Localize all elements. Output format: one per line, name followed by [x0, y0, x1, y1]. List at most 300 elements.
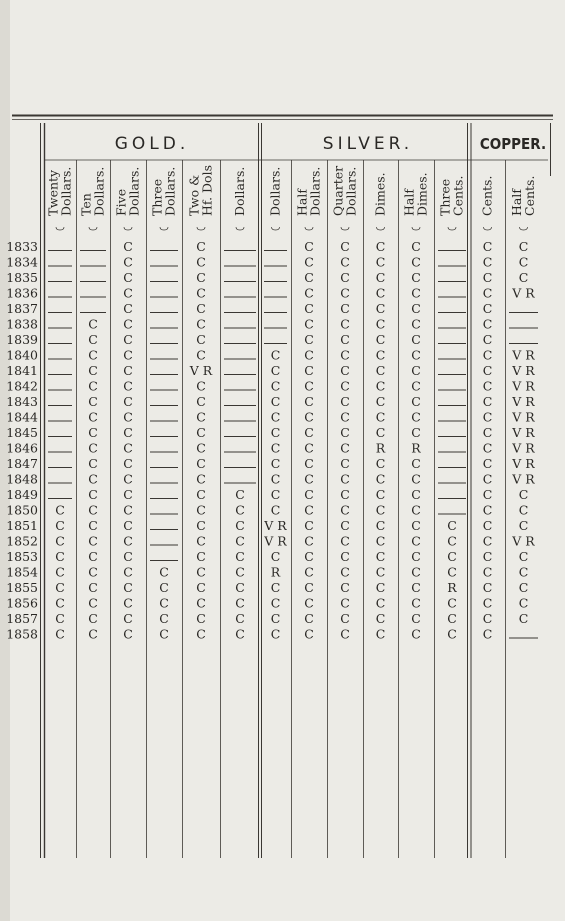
cell-mark: C: [88, 611, 98, 626]
cell-mark: C: [123, 270, 133, 285]
cell-mark: C: [411, 611, 421, 626]
cell-mark: C: [196, 440, 206, 456]
cell-mark: C: [340, 409, 350, 425]
cell-mark: C: [196, 456, 206, 471]
cell-mark: V R: [512, 471, 535, 487]
cell-mark: C: [375, 425, 386, 440]
cell-mark: C: [518, 487, 529, 502]
column-header-line: Dollars.: [232, 166, 247, 216]
cell-mark: C: [375, 378, 386, 394]
cell-mark: C: [482, 564, 493, 580]
column-header-line: Cents.: [522, 175, 537, 216]
cell-mark: C: [196, 626, 206, 642]
cell-mark: C: [55, 564, 65, 580]
cell-mark: C: [482, 549, 493, 564]
column-header-line: Dollars.: [91, 166, 107, 216]
cell-mark: C: [270, 487, 281, 502]
column-header-line: Half: [401, 189, 417, 216]
cell-mark: C: [482, 502, 493, 518]
cell-mark: C: [411, 332, 421, 347]
cell-mark: V R: [512, 425, 535, 440]
cell-mark: C: [196, 394, 206, 409]
cell-mark: C: [123, 580, 133, 595]
cell-mark: C: [340, 595, 350, 611]
cell-mark: C: [196, 502, 206, 518]
cell-mark: C: [340, 518, 350, 533]
cell-mark: C: [304, 363, 314, 378]
cell-mark: C: [123, 487, 133, 502]
cell-mark: C: [340, 456, 350, 471]
cell-mark: C: [411, 580, 421, 595]
cell-mark: V R: [512, 456, 535, 471]
cell-mark: C: [123, 626, 133, 642]
cell-mark: C: [123, 440, 133, 456]
year-label: 1849: [6, 487, 38, 502]
cell-mark: C: [88, 425, 98, 440]
cell-mark: C: [518, 549, 529, 564]
cell-mark: C: [482, 363, 493, 378]
cell-mark: C: [270, 456, 281, 471]
column-header-line: Three: [437, 178, 453, 216]
column-header-line: Dimes.: [414, 172, 430, 216]
cell-mark: C: [55, 502, 65, 518]
year-label: 1839: [6, 332, 38, 347]
cell-mark: C: [375, 471, 386, 487]
year-label: 1847: [6, 456, 38, 471]
cell-mark: C: [482, 239, 493, 254]
cell-mark: C: [482, 471, 493, 487]
cell-mark: C: [304, 471, 314, 487]
cell-mark: C: [411, 409, 421, 425]
cell-mark: C: [235, 611, 245, 626]
cell-mark: C: [55, 611, 65, 626]
cell-mark: C: [270, 347, 281, 363]
cell-mark: C: [411, 347, 421, 363]
cell-mark: C: [518, 595, 529, 611]
cell-mark: C: [88, 332, 98, 347]
cell-mark: C: [235, 580, 245, 595]
cell-mark: C: [196, 301, 206, 316]
year-label: 1843: [6, 394, 38, 409]
cell-mark: C: [196, 254, 206, 270]
cell-mark: C: [340, 301, 350, 316]
cell-mark: C: [340, 611, 350, 626]
cell-mark: C: [55, 518, 65, 533]
cell-mark: C: [123, 347, 133, 363]
cell-mark: C: [123, 611, 133, 626]
cell-mark: V R: [512, 440, 535, 456]
cell-mark: C: [196, 564, 206, 580]
cell-mark: C: [270, 378, 281, 394]
cell-mark: C: [159, 595, 169, 611]
cell-mark: C: [340, 487, 350, 502]
cell-mark: C: [482, 533, 493, 549]
cell-mark: C: [375, 363, 386, 378]
cell-mark: C: [196, 549, 206, 564]
cell-mark: C: [340, 440, 350, 456]
cell-mark: C: [375, 316, 386, 332]
cell-mark: C: [88, 502, 98, 518]
cell-mark: C: [304, 254, 314, 270]
year-label: 1836: [6, 285, 38, 301]
cell-mark: V R: [189, 363, 213, 378]
cell-mark: C: [340, 332, 350, 347]
cell-mark: C: [518, 611, 529, 626]
cell-mark: C: [447, 626, 457, 642]
year-label: 1853: [6, 549, 38, 564]
cell-mark: C: [447, 518, 457, 533]
cell-mark: C: [411, 270, 421, 285]
cell-mark: C: [518, 254, 529, 270]
year-label: 1845: [6, 425, 38, 440]
cell-mark: C: [375, 518, 386, 533]
cell-mark: V R: [512, 409, 535, 425]
column-header-line: Hf. Dols: [199, 165, 215, 216]
cell-mark: C: [304, 595, 314, 611]
cell-mark: C: [55, 533, 65, 549]
cell-mark: C: [270, 580, 281, 595]
cell-mark: C: [196, 285, 206, 301]
cell-mark: C: [88, 456, 98, 471]
cell-mark: C: [482, 611, 493, 626]
cell-mark: C: [196, 580, 206, 595]
cell-mark: C: [270, 363, 281, 378]
cell-mark: C: [340, 549, 350, 564]
cell-mark: C: [411, 502, 421, 518]
cell-mark: C: [340, 285, 350, 301]
cell-mark: C: [270, 595, 281, 611]
cell-mark: C: [482, 440, 493, 456]
cell-mark: C: [123, 409, 133, 425]
cell-mark: C: [304, 564, 314, 580]
cell-mark: C: [123, 456, 133, 471]
cell-mark: C: [518, 270, 529, 285]
cell-mark: C: [375, 502, 386, 518]
cell-mark: C: [375, 456, 386, 471]
cell-mark: C: [518, 502, 529, 518]
cell-mark: C: [270, 440, 281, 456]
cell-mark: C: [88, 394, 98, 409]
column-header-line: Dollars.: [162, 166, 178, 216]
column-header-line: Three: [149, 178, 165, 216]
cell-mark: C: [123, 518, 133, 533]
column-header-line: Dollars.: [343, 166, 359, 216]
cell-mark: C: [304, 347, 314, 363]
cell-mark: C: [411, 595, 421, 611]
cell-mark: C: [123, 425, 133, 440]
cell-mark: C: [88, 549, 98, 564]
cell-mark: V R: [512, 285, 535, 301]
group-title-copper: COPPER.: [479, 135, 547, 153]
year-labels: [6, 239, 38, 642]
year-label: 1856: [6, 595, 38, 611]
cell-mark: C: [482, 332, 493, 347]
cell-mark: C: [375, 332, 386, 347]
cell-mark: C: [304, 425, 314, 440]
cell-mark: C: [270, 549, 281, 564]
cell-mark: C: [482, 270, 493, 285]
cell-mark: C: [375, 301, 386, 316]
cell-mark: C: [304, 487, 314, 502]
cell-mark: C: [375, 270, 386, 285]
cell-mark: C: [235, 533, 245, 549]
year-label: 1857: [6, 611, 38, 626]
cell-mark: C: [55, 595, 65, 611]
cell-mark: C: [270, 611, 281, 626]
cell-mark: C: [482, 378, 493, 394]
cell-mark: C: [482, 595, 493, 611]
cell-mark: C: [304, 394, 314, 409]
year-label: 1852: [6, 533, 38, 549]
cell-mark: C: [304, 301, 314, 316]
cell-mark: C: [340, 363, 350, 378]
cell-mark: C: [235, 595, 245, 611]
cell-mark: C: [482, 394, 493, 409]
cell-mark: C: [304, 502, 314, 518]
column-header-line: Dollars.: [126, 166, 142, 216]
cell-mark: C: [196, 316, 206, 332]
cell-mark: C: [196, 487, 206, 502]
cell-mark: V R: [264, 518, 287, 533]
year-label: 1854: [6, 564, 38, 580]
cell-mark: C: [304, 456, 314, 471]
cell-mark: C: [411, 549, 421, 564]
cell-mark: C: [482, 580, 493, 595]
cell-mark: C: [375, 239, 386, 254]
column-header-line: Five: [113, 188, 129, 216]
column-header-line: Dimes.: [372, 172, 388, 216]
cell-mark: C: [159, 626, 169, 642]
year-label: 1850: [6, 502, 38, 518]
cell-mark: C: [340, 394, 350, 409]
year-label: 1834: [6, 254, 38, 270]
cell-mark: C: [196, 611, 206, 626]
cell-mark: C: [411, 239, 421, 254]
cell-mark: C: [196, 270, 206, 285]
cell-mark: C: [375, 580, 386, 595]
cell-mark: C: [375, 254, 386, 270]
cell-mark: C: [270, 394, 281, 409]
cell-mark: C: [55, 549, 65, 564]
cell-mark: C: [340, 471, 350, 487]
cell-mark: C: [196, 518, 206, 533]
cell-mark: C: [123, 316, 133, 332]
cell-mark: C: [411, 316, 421, 332]
cell-mark: C: [411, 456, 421, 471]
cell-mark: C: [55, 626, 65, 642]
cell-mark: C: [304, 316, 314, 332]
year-label: 1837: [6, 301, 38, 316]
cell-mark: C: [235, 502, 245, 518]
cell-mark: C: [88, 471, 98, 487]
cell-mark: C: [123, 502, 133, 518]
cell-mark: C: [304, 285, 314, 301]
cell-mark: C: [123, 394, 133, 409]
cell-mark: C: [304, 409, 314, 425]
cell-mark: C: [88, 363, 98, 378]
year-label: 1846: [6, 440, 38, 456]
cell-mark: C: [270, 409, 281, 425]
cell-mark: C: [88, 580, 98, 595]
cell-mark: C: [88, 316, 98, 332]
cell-mark: V R: [512, 533, 535, 549]
cell-mark: C: [447, 533, 457, 549]
cell-mark: C: [88, 533, 98, 549]
cell-mark: C: [375, 595, 386, 611]
cell-mark: C: [196, 409, 206, 425]
cell-mark: C: [340, 239, 350, 254]
cell-mark: C: [304, 533, 314, 549]
cell-mark: C: [411, 425, 421, 440]
cell-mark: C: [518, 580, 529, 595]
cell-mark: C: [235, 518, 245, 533]
cell-mark: C: [304, 626, 314, 642]
cell-mark: C: [340, 378, 350, 394]
cell-mark: C: [304, 239, 314, 254]
cell-mark: C: [88, 595, 98, 611]
cell-mark: C: [159, 580, 169, 595]
cell-mark: C: [340, 564, 350, 580]
year-label: 1851: [6, 518, 38, 533]
cell-mark: C: [123, 254, 133, 270]
cell-mark: C: [340, 425, 350, 440]
cell-mark: C: [482, 626, 493, 642]
cell-mark: C: [88, 518, 98, 533]
column-header-line: Quarter: [330, 165, 346, 216]
cell-mark: C: [196, 471, 206, 487]
cell-mark: C: [411, 301, 421, 316]
cell-mark: R: [411, 440, 421, 456]
cell-mark: R: [447, 580, 457, 595]
cell-mark: C: [304, 332, 314, 347]
cell-mark: C: [123, 471, 133, 487]
cell-mark: C: [55, 580, 65, 595]
cell-mark: C: [123, 378, 133, 394]
cell-mark: C: [411, 471, 421, 487]
year-label: 1833: [6, 239, 38, 254]
cell-mark: C: [196, 347, 206, 363]
cell-mark: C: [340, 626, 350, 642]
cell-mark: C: [123, 285, 133, 301]
cell-mark: C: [411, 394, 421, 409]
cell-mark: C: [447, 564, 457, 580]
cell-mark: C: [304, 580, 314, 595]
cell-mark: C: [304, 270, 314, 285]
cell-mark: C: [411, 533, 421, 549]
cell-mark: C: [375, 487, 386, 502]
year-label: 1848: [6, 471, 38, 487]
column-header-line: Dollars.: [307, 166, 323, 216]
cell-mark: V R: [512, 378, 535, 394]
group-title-silver: SILVER.: [322, 134, 414, 154]
cell-mark: C: [270, 626, 281, 642]
cell-mark: C: [196, 239, 206, 254]
column-header-line: Dollars.: [267, 166, 283, 216]
cell-mark: C: [411, 363, 421, 378]
cell-mark: C: [196, 533, 206, 549]
cell-mark: C: [340, 347, 350, 363]
cell-mark: C: [304, 378, 314, 394]
cell-mark: C: [375, 347, 386, 363]
cell-mark: C: [482, 301, 493, 316]
cell-mark: C: [375, 533, 386, 549]
cell-mark: C: [270, 502, 281, 518]
cell-mark: C: [88, 564, 98, 580]
cell-mark: C: [123, 595, 133, 611]
cell-mark: C: [88, 409, 98, 425]
cell-mark: C: [88, 487, 98, 502]
cell-mark: C: [88, 347, 98, 363]
group-title-gold: GOLD.: [114, 134, 190, 154]
cell-mark: C: [518, 564, 529, 580]
cell-mark: C: [411, 487, 421, 502]
cell-mark: C: [123, 549, 133, 564]
cell-mark: V R: [264, 533, 287, 549]
cell-mark: R: [375, 440, 386, 456]
cell-mark: C: [482, 518, 493, 533]
column-header-line: Half: [509, 189, 524, 216]
cell-mark: C: [235, 564, 245, 580]
cell-mark: C: [482, 285, 493, 301]
column-header-line: Dollars.: [58, 166, 74, 216]
year-label: 1838: [6, 316, 38, 332]
cell-mark: C: [375, 564, 386, 580]
column-header-line: Two &: [186, 174, 202, 216]
year-label: 1844: [6, 409, 38, 425]
cell-mark: C: [518, 518, 529, 533]
cell-mark: C: [482, 254, 493, 270]
cell-mark: C: [196, 425, 206, 440]
cell-mark: C: [123, 533, 133, 549]
cell-mark: C: [196, 378, 206, 394]
year-label: 1840: [6, 347, 38, 363]
cell-mark: C: [411, 378, 421, 394]
cell-mark: C: [340, 270, 350, 285]
cell-mark: C: [196, 332, 206, 347]
cell-mark: C: [123, 301, 133, 316]
year-label: 1842: [6, 378, 38, 394]
cell-mark: C: [482, 425, 493, 440]
cell-mark: C: [411, 285, 421, 301]
cell-mark: C: [447, 595, 457, 611]
cell-mark: C: [340, 254, 350, 270]
cell-mark: C: [340, 533, 350, 549]
cell-mark: C: [411, 518, 421, 533]
cell-mark: C: [482, 456, 493, 471]
cell-mark: C: [375, 394, 386, 409]
cell-mark: C: [375, 549, 386, 564]
cell-mark: C: [518, 239, 529, 254]
cell-mark: C: [235, 626, 245, 642]
cell-mark: C: [375, 285, 386, 301]
cell-mark: C: [447, 549, 457, 564]
cell-mark: C: [123, 564, 133, 580]
cell-mark: C: [270, 425, 281, 440]
cell-mark: C: [375, 409, 386, 425]
cell-mark: C: [482, 409, 493, 425]
cell-mark: C: [482, 347, 493, 363]
cell-mark: C: [340, 316, 350, 332]
cell-mark: C: [123, 239, 133, 254]
cell-mark: C: [270, 471, 281, 487]
cell-mark: C: [411, 254, 421, 270]
cell-mark: V R: [512, 363, 535, 378]
cell-mark: C: [411, 626, 421, 642]
cell-mark: C: [235, 487, 245, 502]
year-label: 1855: [6, 580, 38, 595]
cell-mark: C: [304, 611, 314, 626]
column-header-line: Cents.: [479, 175, 495, 216]
